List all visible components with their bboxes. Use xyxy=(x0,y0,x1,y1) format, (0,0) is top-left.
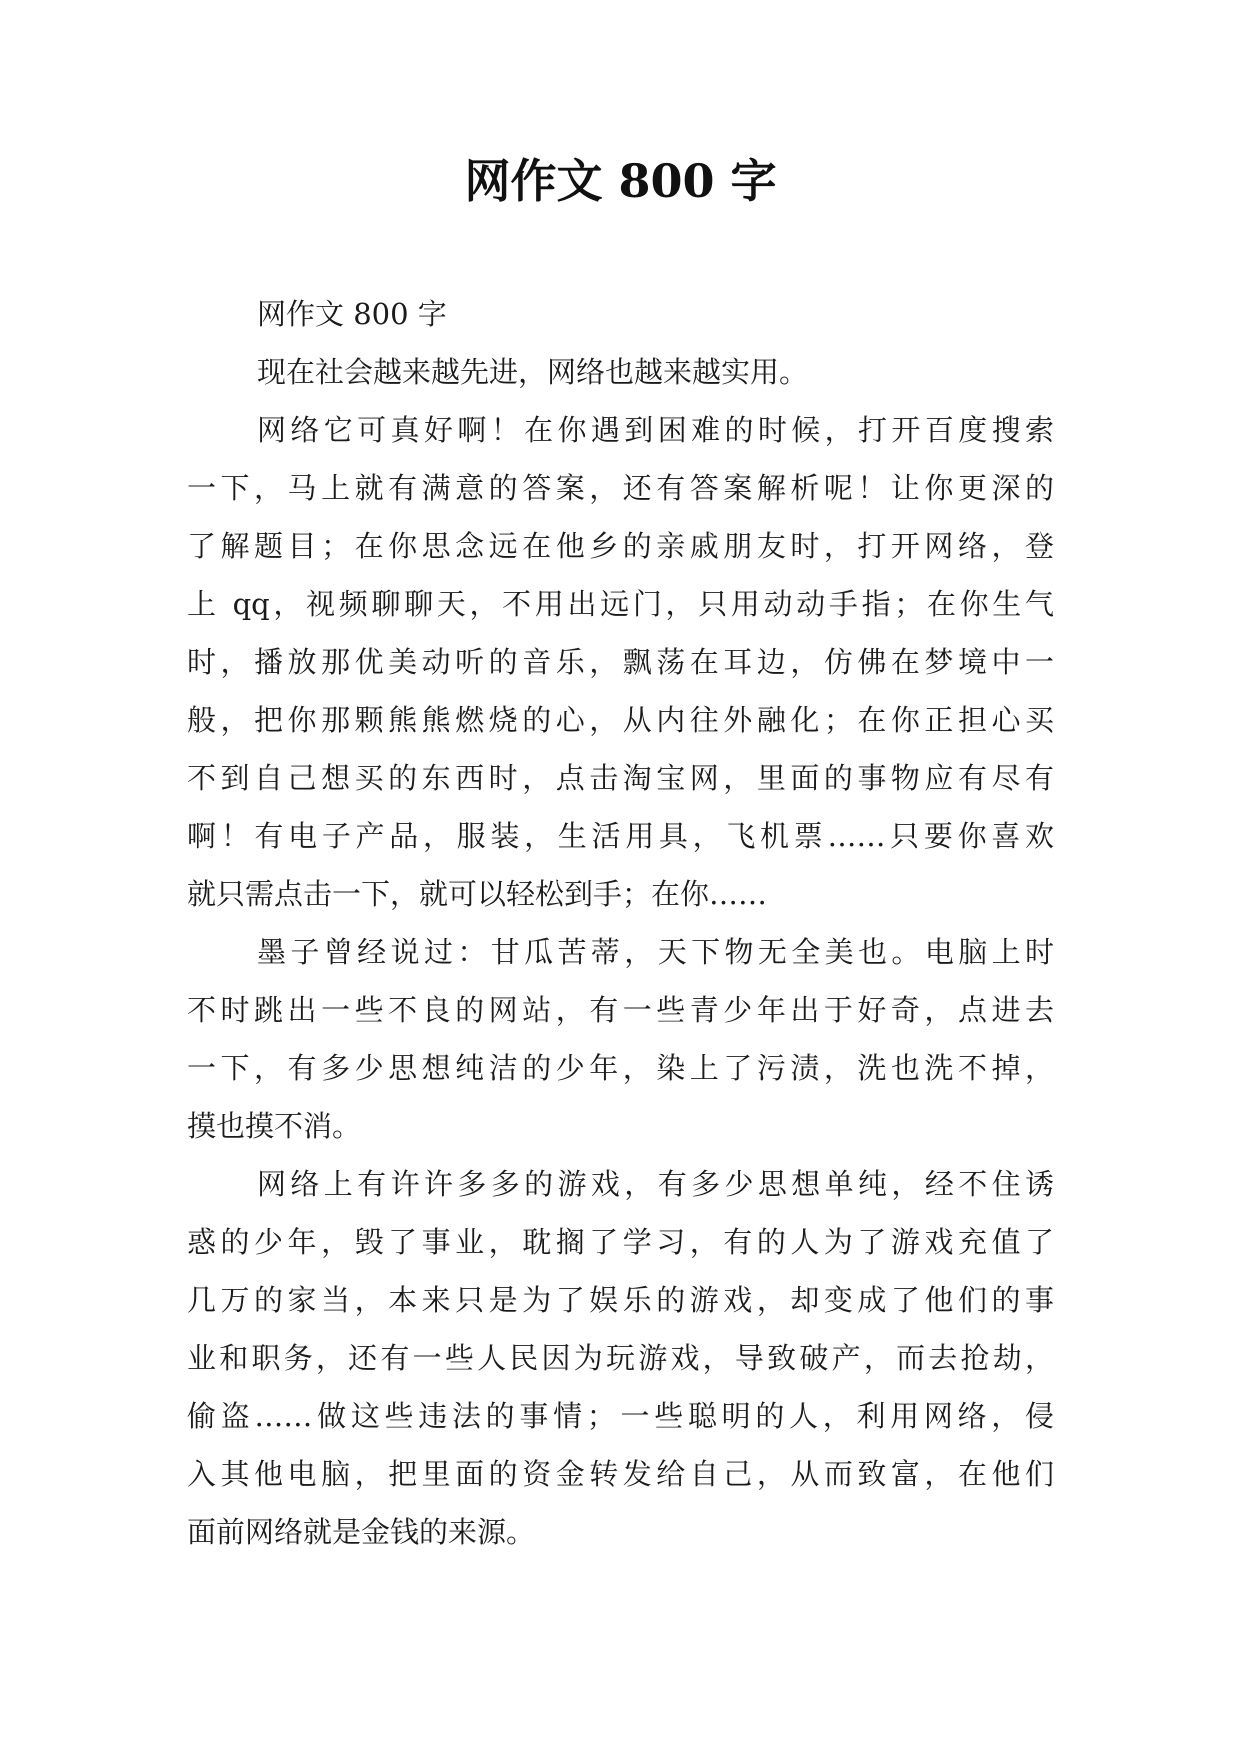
paragraph-line: 上 qq，视频聊聊天，不用出远门，只用动动手指；在你生气 xyxy=(187,587,1054,621)
paragraph-line: 网络上有许许多多的游戏，有多少思想单纯，经不住诱 xyxy=(257,1167,1054,1201)
paragraph-line: 啊！有电子产品，服装，生活用具，飞机票……只要你喜欢 xyxy=(187,819,1054,853)
paragraph-line: 不到自己想买的东西时，点击淘宝网，里面的事物应有尽有 xyxy=(187,761,1054,795)
paragraph-line: 几万的家当，本来只是为了娱乐的游戏，却变成了他们的事 xyxy=(187,1283,1054,1317)
document-body xyxy=(187,285,1054,1561)
paragraph-line: 网络它可真好啊！在你遇到困难的时候，打开百度搜索 xyxy=(257,413,1054,447)
paragraph-line: 现在社会越来越先进，网络也越来越实用。 xyxy=(257,355,809,389)
paragraph-line: 了解题目；在你思念远在他乡的亲戚朋友时，打开网络，登 xyxy=(187,529,1054,563)
paragraph-line: 般，把你那颗熊熊燃烧的心，从内往外融化；在你正担心买 xyxy=(187,703,1054,737)
paragraph-line: 一下，有多少思想纯洁的少年，染上了污渍，洗也洗不掉， xyxy=(187,1051,1054,1085)
document-title: 网作文 800 字 xyxy=(464,154,777,208)
paragraph-line: 入其他电脑，把里面的资金转发给自己，从而致富，在他们 xyxy=(187,1457,1054,1491)
paragraph-line: 不时跳出一些不良的网站，有一些青少年出于好奇，点进去 xyxy=(187,993,1054,1027)
paragraph-line: 摸也摸不消。 xyxy=(187,1109,362,1143)
paragraph-line: 墨子曾经说过：甘瓜苦蒂，天下物无全美也。电脑上时 xyxy=(257,935,1054,969)
paragraph-line: 业和职务，还有一些人民因为玩游戏，导致破产，而去抢劫， xyxy=(187,1341,1054,1375)
paragraph-line: 时，播放那优美动听的音乐，飘荡在耳边，仿佛在梦境中一 xyxy=(187,645,1054,679)
paragraph-line: 惑的少年，毁了事业，耽搁了学习，有的人为了游戏充值了 xyxy=(187,1225,1054,1259)
paragraph-line: 偷盗……做这些违法的事情；一些聪明的人，利用网络，侵 xyxy=(187,1399,1054,1433)
paragraph-line: 面前网络就是金钱的来源。 xyxy=(187,1515,536,1549)
paragraph-line: 就只需点击一下，就可以轻松到手；在你…… xyxy=(187,877,768,911)
paragraph-line: 网作文 800 字 xyxy=(257,297,447,331)
paragraph-line: 一下，马上就有满意的答案，还有答案解析呢！让你更深的 xyxy=(187,471,1054,505)
